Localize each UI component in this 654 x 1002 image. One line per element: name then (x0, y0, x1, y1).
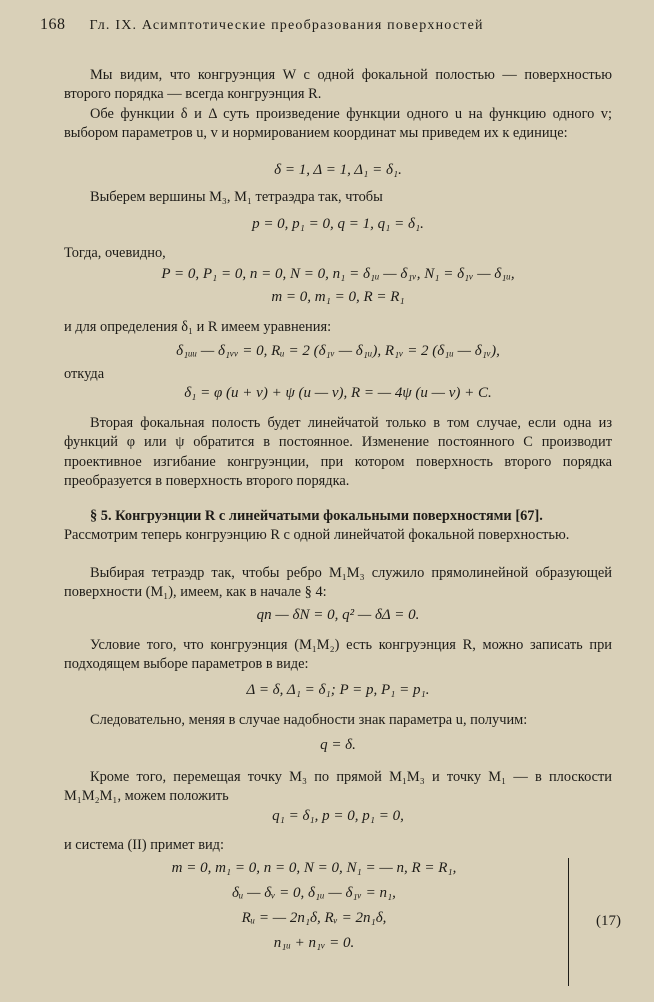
page-number: 168 (40, 16, 66, 33)
equation: δ₁ᵤᵤ — δ₁ᵥᵥ = 0, Rᵤ = 2 (δ₁ᵥ — δ₁ᵤ), R₁ᵥ = 2 (δ₁ᵤ — δ₁ᵥ), (176, 343, 500, 359)
running-title: Гл. IX. Асимптотические преобразования поверхностей (89, 18, 484, 33)
equation: δ₁ = φ (u + v) + ψ (u — v), R = — 4ψ (u — v) + C. (184, 385, 492, 401)
system-equation: Rᵤ = — 2n₁δ, Rᵥ = 2n₁δ, (241, 910, 387, 926)
running-header (40, 16, 616, 34)
paragraph: и система (II) примет вид: (64, 837, 225, 853)
system-brace (560, 858, 569, 986)
paragraph: Обе функции δ и Δ суть произведение функции одного u на функцию одного v; выбором параметров u, v и нормированием координат мы приведем их к единице: (64, 106, 612, 142)
paragraph: Кроме того, перемещая точку M₃ по прямой M₁M₃ и точку M₁ — в плоскости M₁M₂M₁, можем положить (64, 769, 612, 805)
system-equation: n₁ᵤ + n₁ᵥ = 0. (273, 935, 355, 951)
system-equation: δᵤ — δᵥ = 0, δ₁ᵤ — δ₁ᵥ = n₁, (232, 885, 396, 901)
system-equation: m = 0, m₁ = 0, n = 0, N = 0, N₁ = — n, R = R₁, (171, 860, 457, 876)
equation: q = δ. (320, 737, 356, 753)
paragraph: откуда (64, 366, 105, 382)
paragraph: и для определения δ₁ и R имеем уравнения: (64, 319, 332, 335)
equation-number: (17) (596, 913, 621, 929)
equation: P = 0, P₁ = 0, n = 0, N = 0, n₁ = δ₁ᵤ — δ₁ᵥ, N₁ = δ₁ᵥ — δ₁ᵤ, (161, 266, 515, 282)
equation: δ = 1, Δ = 1, Δ₁ = δ₁. (274, 162, 402, 178)
paragraph: Вторая фокальная полость будет линейчатой только в том случае, если одна из функций φ или ψ обратится в постоянное. Изменение постоянного C производит проективное изгибание конгруэнции, при котором поверхность второго порядка преобразуется в поверхность второго порядка. (64, 415, 612, 489)
paragraph: Мы видим, что конгруэнция W с одной фокальной полостью — поверхностью второго порядка — всегда конгруэнция R. (64, 67, 612, 103)
equation: q₁ = δ₁, p = 0, p₁ = 0, (272, 808, 404, 824)
paragraph: Тогда, очевидно, (64, 245, 166, 261)
paragraph: Рассмотрим теперь конгруэнцию R с одной линейчатой фокальной поверхностью. (64, 527, 570, 543)
equation: p = 0, p₁ = 0, q = 1, q₁ = δ₁. (252, 216, 424, 232)
paragraph: Выберем вершины M₃, M₁ тетраэдра так, чтобы (90, 189, 383, 205)
equation: m = 0, m₁ = 0, R = R₁ (271, 289, 405, 305)
equation: Δ = δ, Δ₁ = δ₁; P = p, P₁ = p₁. (246, 682, 430, 698)
paragraph: Следовательно, меняя в случае надобности знак параметра u, получим: (90, 712, 528, 728)
section-title: § 5. Конгруэнции R с линейчатыми фокальными поверхностями [67]. (90, 508, 543, 524)
equation: qn — δN = 0, q² — δΔ = 0. (256, 607, 420, 623)
paragraph: Выбирая тетраэдр так, чтобы ребро M₁M₃ служило прямолинейной образующей поверхности (M₁), имеем, как в начале § 4: (64, 565, 612, 601)
paragraph: Условие того, что конгруэнция (M₁M₂) есть конгруэнция R, можно записать при подходящем выборе параметров в виде: (64, 637, 612, 673)
